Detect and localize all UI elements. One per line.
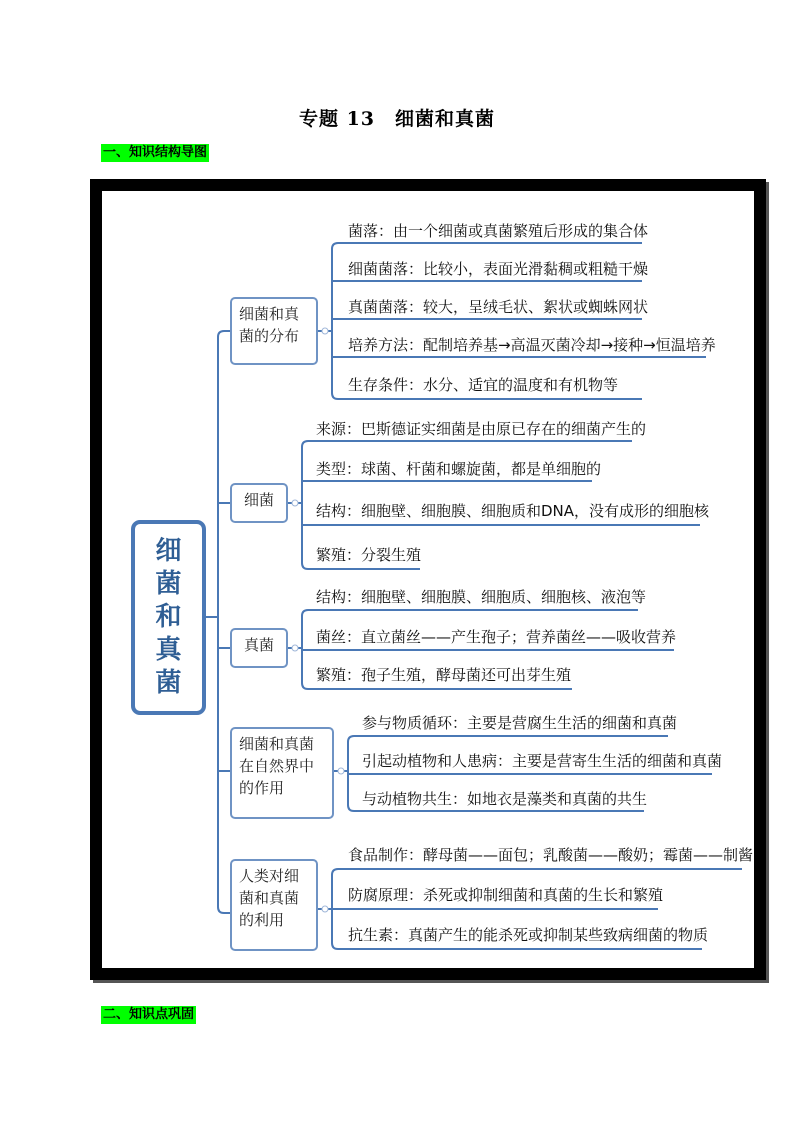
page-title: 专题 13 细菌和真菌 [298, 108, 496, 130]
leaf-item: 结构：细胞壁、细胞膜、细胞质、细胞核、液泡等 [316, 588, 647, 606]
collapse-dot-icon [322, 328, 328, 334]
connector-b1-spine [332, 243, 338, 399]
collapse-dot-icon [338, 768, 344, 774]
leaf-item: 引起动植物和人患病：主要是营寄生生活的细菌和真菌 [362, 752, 723, 770]
mindmap-root-node [131, 520, 206, 715]
branch-human-use [230, 859, 318, 951]
section-heading-consolidation: 二、知识点巩固 [103, 1007, 195, 1022]
root-label: 细菌和真菌 [155, 536, 182, 698]
branch-label: 真菌 [243, 636, 274, 654]
leaf-item: 结构：细胞壁、细胞膜、细胞质和DNA，没有成形的细胞核 [316, 502, 710, 520]
leaf-item: 培养方法：配制培养基→高温灭菌冷却→接种→恒温培养 [348, 336, 716, 354]
leaf-item: 参与物质循环：主要是营腐生生活的细菌和真菌 [362, 714, 678, 732]
branch-label: 细菌和真菌在自然界中的作用 [239, 735, 315, 797]
collapse-dot-icon [292, 500, 298, 506]
leaf-item: 类型：球菌、杆菌和螺旋菌，都是单细胞的 [316, 460, 602, 478]
collapse-dot-icon [322, 906, 328, 912]
branch-fungi [230, 628, 288, 668]
leaf-item: 细菌菌落：比较小，表面光滑黏稠或粗糙干燥 [348, 260, 649, 278]
leaf-item: 繁殖：分裂生殖 [316, 546, 422, 564]
leaf-item: 菌落：由一个细菌或真菌繁殖后形成的集合体 [348, 222, 649, 240]
leaf-item: 生存条件：水分、适宜的温度和有机物等 [348, 376, 619, 394]
leaf-item: 食品制作：酵母菌——面包；乳酸菌——酸奶；霉菌——制酱 [348, 846, 754, 864]
collapse-dot-icon [292, 645, 298, 651]
leaf-item: 真菌菌落：较大，呈绒毛状、絮状或蜘蛛网状 [348, 298, 649, 316]
branch-bacteria [230, 483, 288, 523]
branch-label: 细菌 [243, 491, 274, 509]
branch-label: 人类对细菌和真菌的利用 [239, 867, 300, 929]
leaf-item: 来源：巴斯德证实细菌是由原已存在的细菌产生的 [316, 420, 647, 438]
branch-role-in-nature [230, 727, 334, 819]
branch-distribution [230, 297, 318, 365]
leaf-item: 抗生素：真菌产生的能杀死或抑制某些致病细菌的物质 [348, 926, 709, 944]
leaf-item: 防腐原理：杀死或抑制细菌和真菌的生长和繁殖 [348, 886, 664, 904]
leaf-item: 繁殖：孢子生殖，酵母菌还可出芽生殖 [316, 666, 572, 684]
section-heading-structure-map: 一、知识结构导图 [103, 145, 208, 160]
connector-b2-spine [302, 441, 308, 569]
mindmap-panel [102, 191, 754, 968]
leaf-item: 菌丝：直立菌丝——产生孢子；营养菌丝——吸收营养 [316, 628, 677, 646]
connector-trunk [218, 331, 224, 913]
leaf-item: 与动植物共生：如地衣是藻类和真菌的共生 [362, 790, 648, 808]
branch-label: 细菌和真菌的分布 [239, 305, 300, 345]
mindmap-frame [90, 179, 766, 980]
